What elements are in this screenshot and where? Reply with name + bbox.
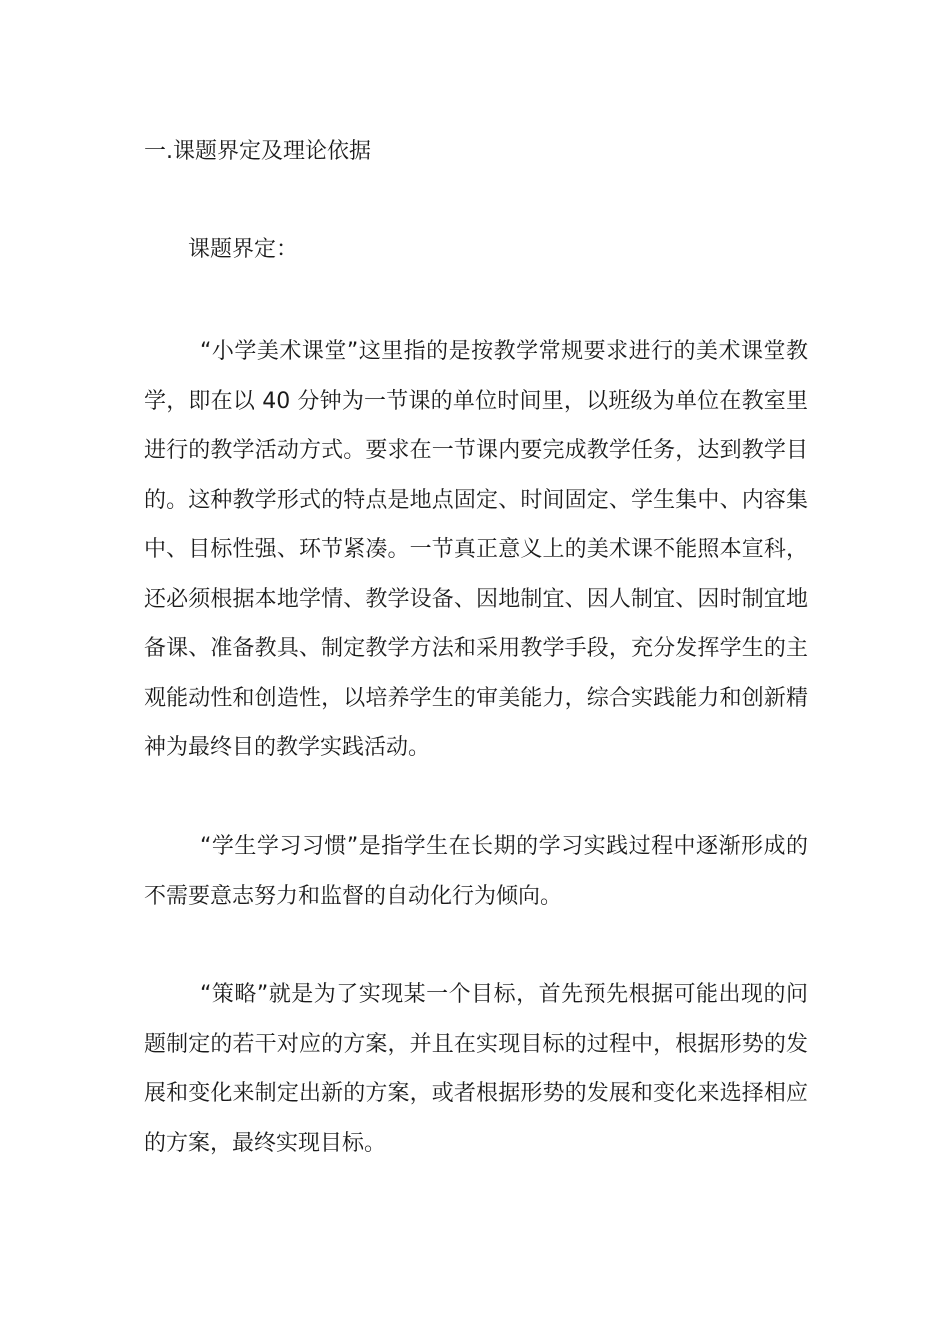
section-heading: 一.课题界定及理论依据 — [144, 139, 371, 164]
paragraph-learning-habits: “学生学习习惯”是指学生在长期的学习实践过程中逐渐形成的不需要意志努力和监督的自动化行为倾向。 — [144, 834, 809, 909]
subsection-heading: 课题界定： — [188, 237, 299, 262]
paragraph-art-classroom: “小学美术课堂”这里指的是按教学常规要求进行的美术课堂教学，即在以 40 分钟为一节课的单位时间里，以班级为单位在教室里进行的教学活动方式。要求在一节课内要完成教学任务，达到教学目的。这种教学形式的特点是地点固定、时间固定、学生集中、内容集中、目标性强、环节紧凑。一节真正意义上的美术课不能照本宣科，还必须根据本地学情、教学设备、因地制宜、因人制宜、因时制宜地备课、准备教具、制定教学方法和采用教学手段，充分发挥学生的主观能动性和创造性，以培养学生的审美能力，综合实践能力和创新精神为最终目的教学实践活动。 — [144, 339, 809, 760]
paragraph-strategy: “策略”就是为了实现某一个目标，首先预先根据可能出现的问题制定的若干对应的方案，并且在实现目标的过程中，根据形势的发展和变化来制定出新的方案，或者根据形势的发展和变化来选择相应的方案，最终实现目标。 — [144, 982, 809, 1156]
